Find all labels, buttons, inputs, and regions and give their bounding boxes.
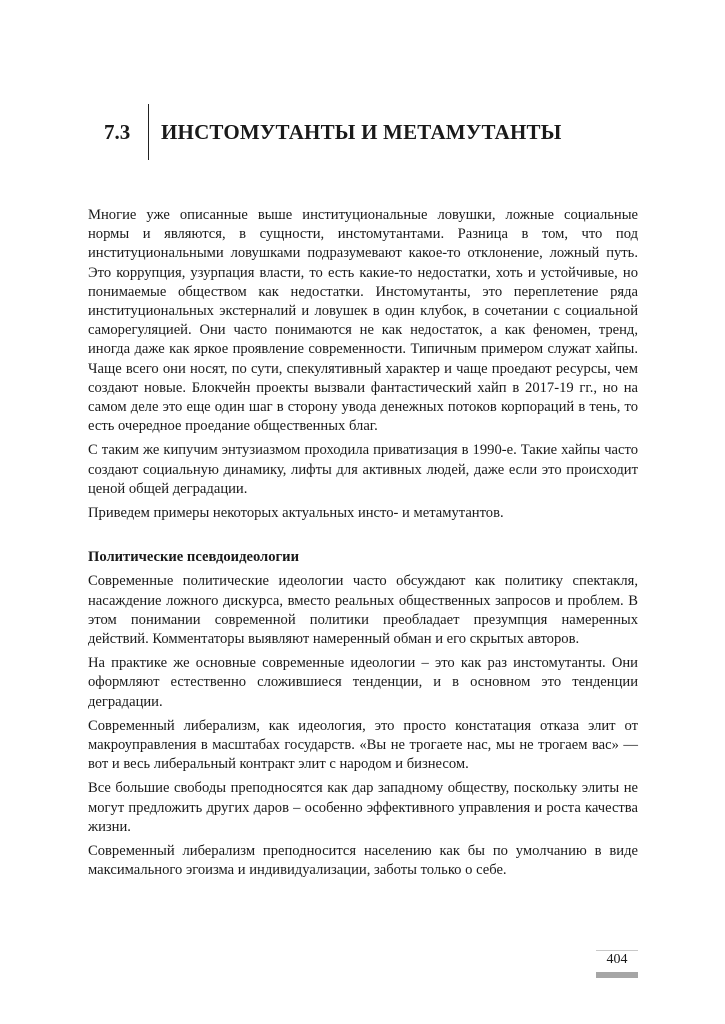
paragraph: С таким же кипучим энтузиазмом проходила приватизация в 1990-е. Такие хайпы часто создают социальную динамику, лифты для активных людей, даже если это происходит ценой общей деградации. (88, 442, 638, 497)
page-number-rule (596, 950, 638, 951)
paragraph: Современные политические идеологии часто обсуждают как политику спектакля, насаждение ложного дискурса, вместо реальных общественных запросов и проблем. В этом понимании современной политики преобладает презумпция намеренных действий. Комментаторы выявляют намеренный обман и его скрытых авторов. (88, 573, 638, 648)
paragraph: Современный либерализм, как идеология, это просто констатация отказа элит от макроуправления в масштабах государств. «Вы не трогаете нас, мы не трогаем вас» — вот и весь либеральный контракт элит с народом и бизнесом. (88, 717, 638, 773)
spacer (88, 528, 638, 548)
paragraph: Современный либерализм преподносится населению как бы по умолчанию в виде максимального эгоизма и индивидуализации, заботы только о себе. (88, 843, 638, 879)
section-header (104, 104, 562, 160)
body-text (88, 206, 638, 886)
paragraph: На практике же основные современные идеологии – это как раз инстомутанты. Они оформляют естественно сложившиеся тенденции, и в основном это тенденции деградации. (88, 655, 638, 710)
page-number-bar (596, 972, 638, 978)
section-divider (148, 104, 149, 160)
paragraph: Все большие свободы преподносятся как дар западному обществу, поскольку элиты не могут предложить других даров – особенно эффективного управления и роста качества жизни. (88, 780, 638, 835)
paragraph: Многие уже описанные выше институциональные ловушки, ложные социальные нормы и являются, в сущности, инстомутантами. Разница в том, что под институциональными ловушками подразумевают какое-то отклонение, ложный путь. Это коррупция, узурпация власти, то есть какие-то недостатки, хоть и устойчивые, но понимаемые обществом как недостатки. Инстомутанты, это переплетение ряда институциональных экстерналий и ловушек в один клубок, в сочетании с социальной саморегуляцией. Они часто понимаются не как недостаток, а как феномен, тренд, иногда даже как яркое проявление современности. Типичным примером служат хайпы. Чаще всего они носят, по сути, спекулятивный характер и чаще проедают ресурсы, чем создают новые. Блокчейн проекты вызвали фантастический хайп в 2017-19 гг., но на самом деле это еще один шаг в сторону увода денежных потоков корпораций в тень, то есть очередное проедание общественных благ. (88, 207, 638, 435)
section-number: 7.3 (104, 119, 131, 144)
subsection-heading: Политические псевдоидеологии (88, 549, 299, 566)
section-title: ИНСТОМУТАНТЫ И МЕТАМУТАНТЫ (161, 119, 562, 144)
page-number: 404 (606, 952, 628, 967)
paragraph: Приведем примеры некоторых актуальных инсто- и метамутантов. (88, 505, 504, 522)
